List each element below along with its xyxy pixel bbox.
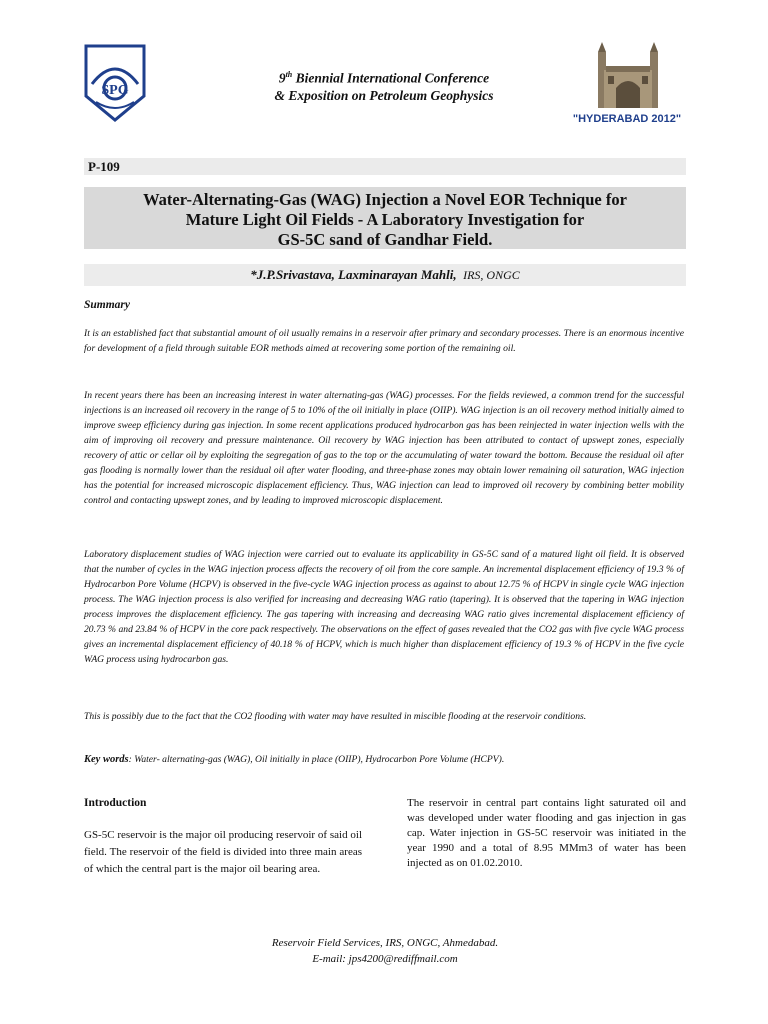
summary-paragraph-2: In recent years there has been an increasing interest in water alternating-gas (WAG) processes. For the fields reviewed, a common trend for the successful injections is an increased oil recovery in the range of 5 to 10% of the oil initially in place (OIIP). WAG injection is an oil recovery method initially aimed to improve sweep efficiency during gas injection. In some recent applications produced hydrocarbon gas has been reinjected in water injection wells with the aim of improving oil recovery and pressure maintenance. Oil recovery by WAG injection has been attributed to contact of upswept zones, especially recovery of attic or cellar oil by exploiting the segregation of gas to the top or the accumulating of water toward the bottom. Because the residual oil after gas flooding is normally lower than the residual oil after water flooding, and three-phase zones may obtain lower remaining oil saturation, WAG injection has the potential for increased microscopic displacement efficiency. Thus, WAG injection can lead to improved oil recovery by combining better mobility control and contacting upswept zones, and by leading to improved microscopic displacement.: [84, 390, 684, 506]
conf-ordinal: 9: [278, 70, 286, 86]
introduction-paragraph: GS-5C reservoir is the major oil producing reservoir of said oil field. The reservoir of the field is divided into three main areas of which the central part is the major oil bearing area.: [84, 829, 362, 875]
paper-title: [84, 190, 686, 250]
paper-id-bar: [84, 158, 686, 175]
city-year-label: "HYDERABAD 2012": [572, 113, 682, 125]
title-line-3: GS-5C sand of Gandhar Field.: [277, 230, 493, 249]
keywords-text: : Water- alternating-gas (WAG), Oil initially in place (OIIP), Hydrocarbon Pore Volume (HCPV).: [128, 754, 505, 765]
summary-paragraph-4: This is possibly due to the fact that the CO2 flooding with water may have resulted in miscible flooding at the reservoir conditions.: [84, 711, 587, 722]
column-2-paragraph: The reservoir in central part contains light saturated oil and was developed under water flooding and gas injection in gas cap. Water injection in GS-5C reservoir was initiated in the year 1990 and a total of 8.95 MMm3 of water has been injected as on 01.02.2010.: [407, 797, 686, 869]
charminar-icon: [592, 42, 664, 112]
summary-paragraph-3: Laboratory displacement studies of WAG injection were carried out to evaluate its applicability in GS-5C sand of a matured light oil field. It is observed that the number of cycles in the WAG injection process affects the recovery of oil from the core sample. An incremental displacement efficiency of 19.3 % of Hydrocarbon Pore Volume (HCPV) is observed in the five-cycle WAG injection process as against to about 12.75 % of HCPV in single cycle WAG injection process. The WAG injection process is also verified for increasing and decreasing WAG ratio (tapering). It is observed that the tapering in WAG injection process improves the displacement efficiency. The gas tapering with increasing and decreasing WAG ratio gives incremental displacement efficiency of 20.73 % and 23.84 % of HCPV in the core pack respectively. The observations on the effect of gases revealed that the CO2 gas with five cycle WAG process gives an incremental displacement efficiency of 40.18 % of HCPV, which is much higher than displacement efficiency of 19.3 % of HCPV in the five cycle WAG process using hydrocarbon gas.: [84, 549, 684, 665]
paper-id: P-109: [88, 159, 120, 174]
footer: [84, 935, 686, 967]
conf-ordinal-suffix: th: [285, 70, 293, 79]
keywords-label: Key words: [84, 754, 129, 765]
conference-title: [200, 66, 568, 104]
keywords: [84, 752, 684, 767]
summary-paragraph-1: It is an established fact that substantial amount of oil usually remains in a reservoir after primary and secondary processes. There is an enormous incentive for development of a field through suitable EOR methods aimed at recovering some portion of the remaining oil.: [84, 328, 684, 354]
authors-line: [84, 266, 686, 284]
affiliation: IRS, ONGC: [463, 268, 520, 282]
authors: *J.P.Srivastava, Laxminarayan Mahli,: [250, 267, 457, 282]
spg-logo: [84, 44, 146, 122]
logo-lettering: SPG: [101, 83, 129, 98]
conf-line2: & Exposition on Petroleum Geophysics: [274, 87, 494, 103]
title-line-1: Water-Alternating-Gas (WAG) Injection a Novel EOR Technique for: [143, 190, 627, 209]
footer-email: E-mail: jps4200@rediffmail.com: [312, 953, 458, 965]
title-line-2: Mature Light Oil Fields - A Laboratory Investigation for: [185, 210, 585, 229]
conf-line1: Biennial International Conference: [292, 70, 490, 86]
introduction-heading: Introduction: [84, 797, 147, 809]
summary-heading: Summary: [84, 299, 131, 311]
footer-affiliation: Reservoir Field Services, IRS, ONGC, Ahmedabad.: [271, 937, 499, 949]
